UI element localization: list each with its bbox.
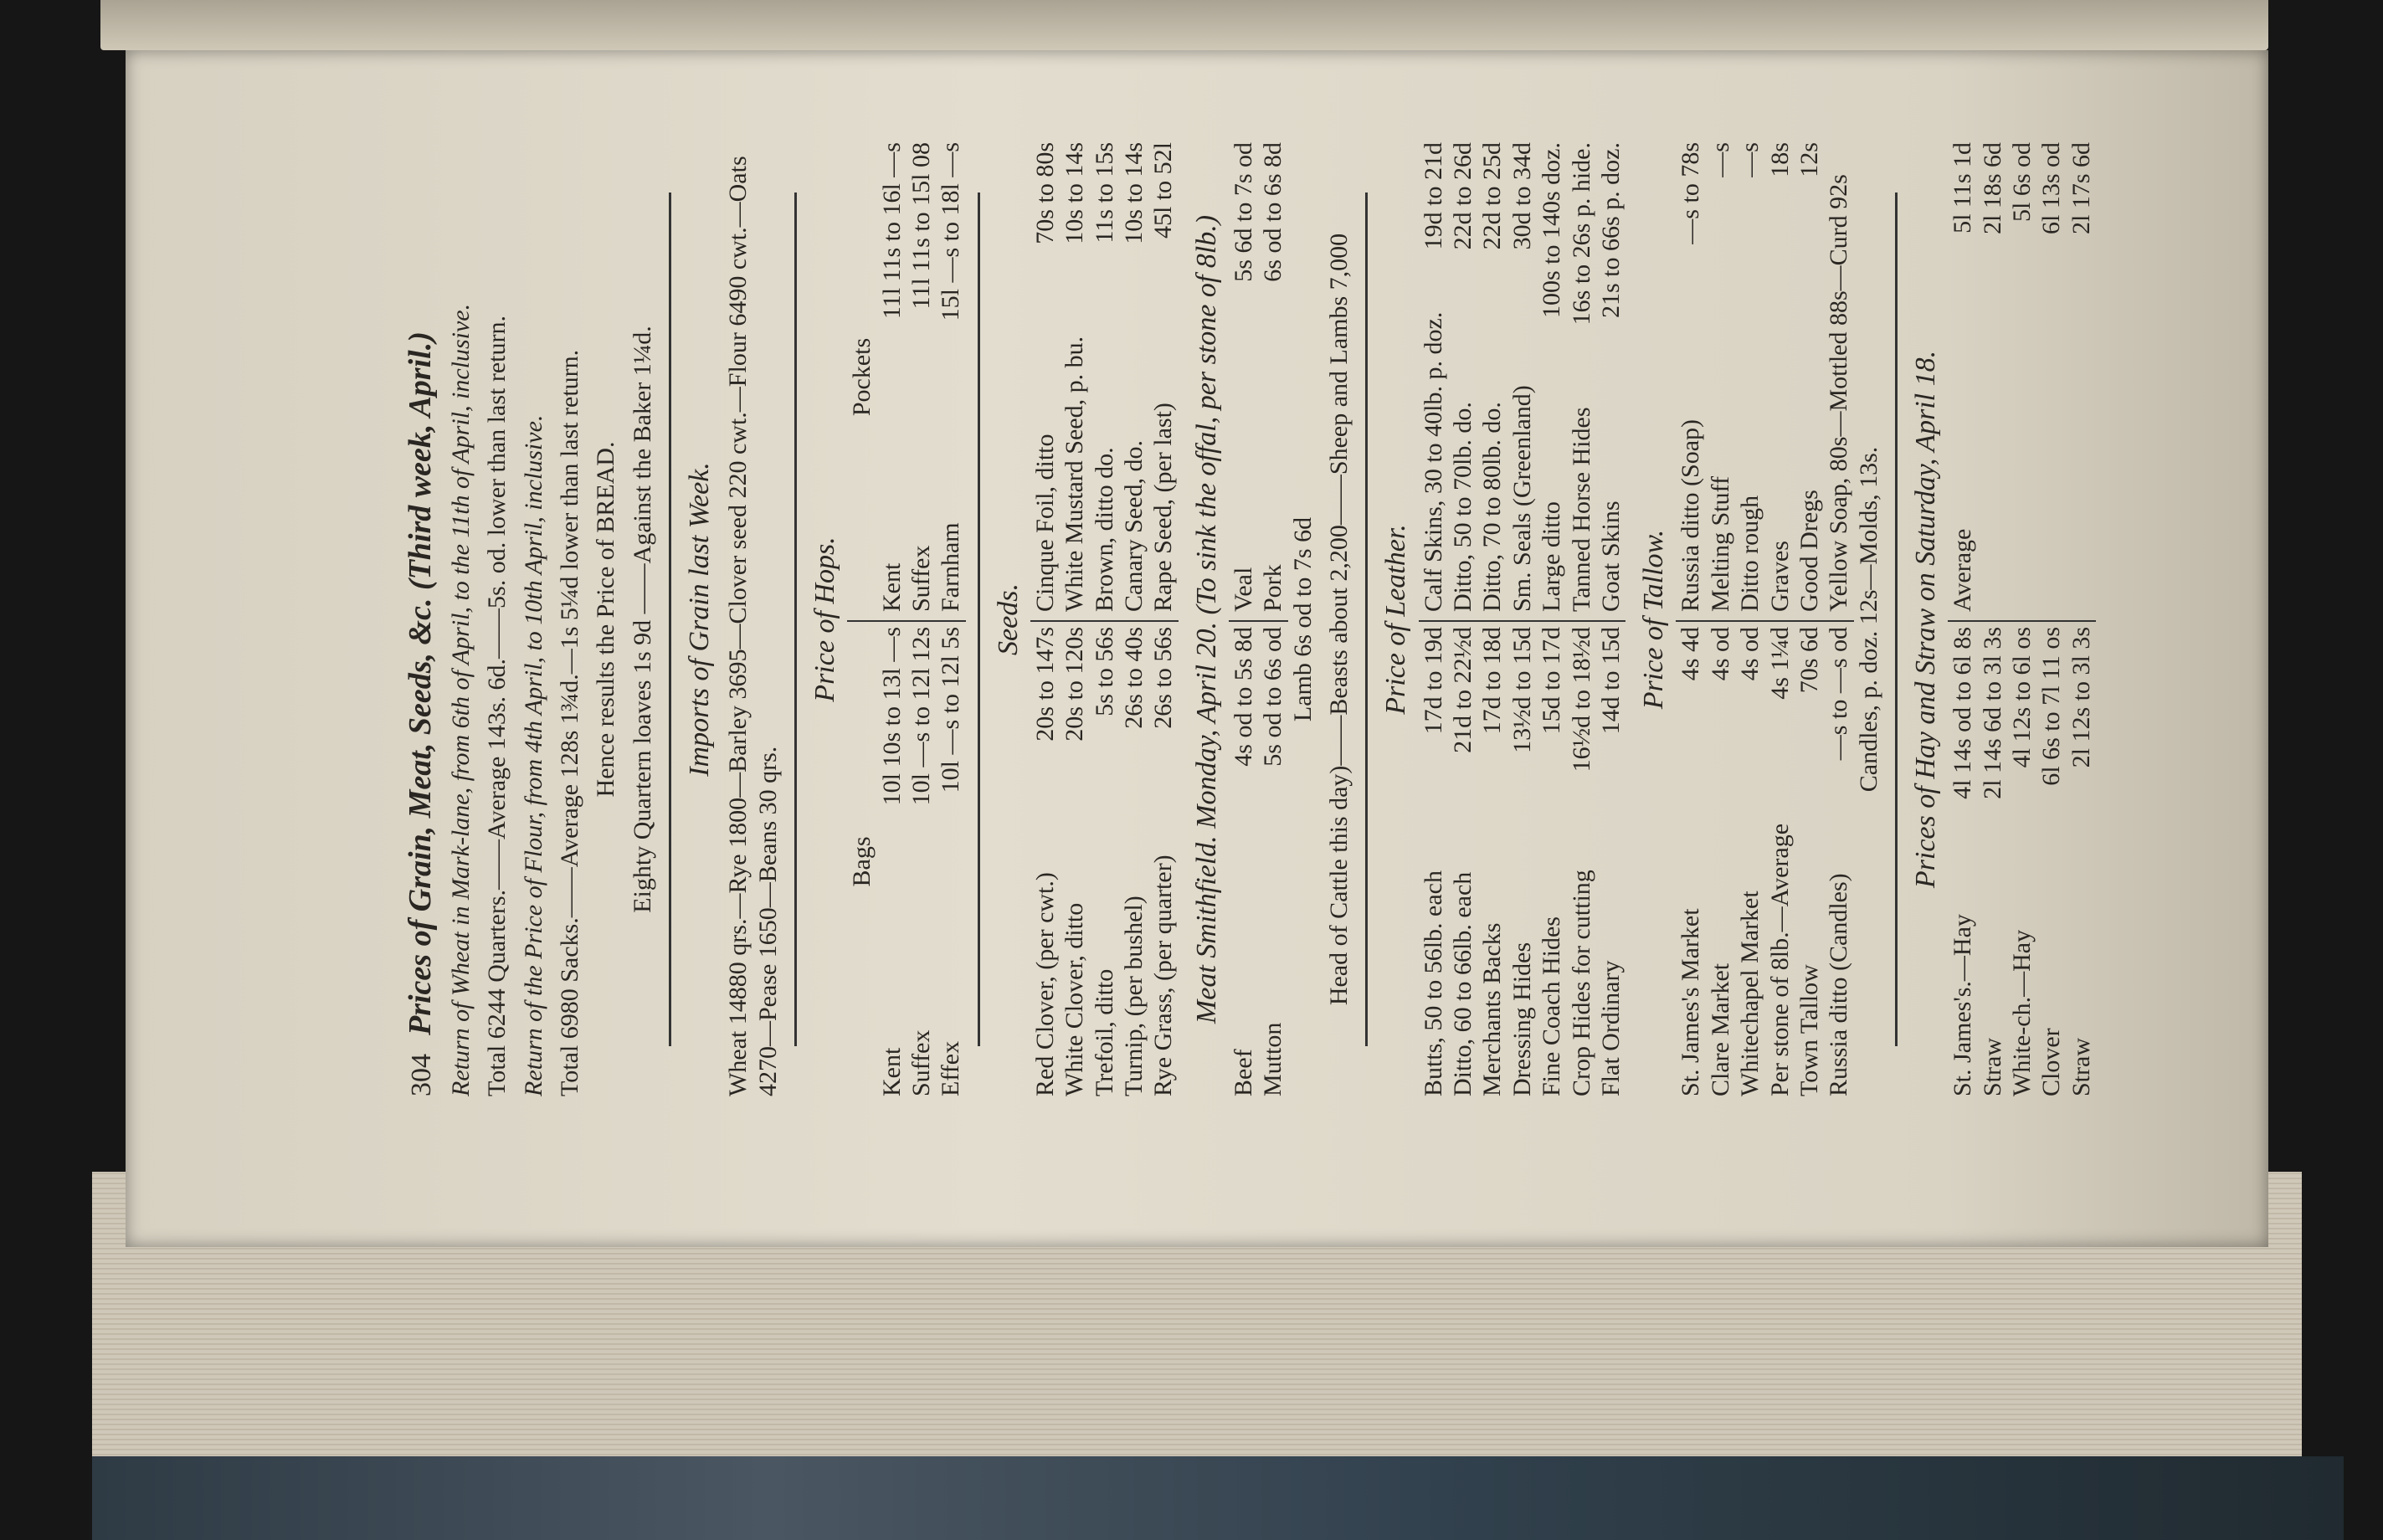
table-row: Brown, ditto do. 11s to 15s [1090, 142, 1118, 612]
table-row: White Clover, ditto 20s to 120s [1061, 627, 1089, 1096]
table-row: Good Dregs 12s [1795, 142, 1823, 612]
page-number: 304 [406, 1054, 437, 1096]
cattle-count: Head of Cattle this day)——Beasts about 2,200——Sheep and Lambs 7,000 [1325, 233, 1353, 1006]
tallow-heading: Price of Tallow. [1638, 529, 1670, 710]
bread-price: Eighty Quartern loaves 1s 9d ——Against the Baker 1¼d. [628, 326, 656, 913]
book-cover-top [100, 0, 2268, 50]
table-row: Trefoil, ditto 5s to 56s [1090, 627, 1118, 1096]
table-row: Whitechapel Market 4s od [1736, 627, 1764, 1096]
wheat-return-heading: Return of Wheat in Mark-lane, from 6th of April, to the 11th of April, inclusive. [446, 303, 475, 1096]
hay-heading: Prices of Hay and Straw on Saturday, April 18. [1910, 350, 1942, 889]
table-row: Melting Stuff —s [1706, 142, 1734, 612]
table-row: Rye Grass, (per quarter) 26s to 56s [1149, 627, 1178, 1096]
table-row: Beef 4s od to 5s 8d [1229, 627, 1257, 1096]
rotated-text-block [402, 142, 2095, 1096]
hops-table [847, 142, 966, 1096]
meat-table [1229, 142, 1288, 1096]
table-row: Turnip, (per bushel) 26s to 40s [1120, 627, 1148, 1096]
table-row: 5l 6s od [2008, 142, 2036, 223]
table-row: Kent 11l 11s to 16l —s [877, 142, 906, 612]
table-row: Clover 6l 6s to 7l 11 os [2037, 627, 2066, 1096]
table-row: Russia ditto (Soap) —s to 78s [1677, 142, 1705, 612]
table-row: 6l 13s od [2037, 142, 2066, 235]
table-row: Rape Seed, (per last) 45l to 52l [1149, 142, 1178, 612]
table-row: Ditto, 60 to 66lb. each 21d to 22½d [1448, 627, 1477, 1096]
marbled-cover [92, 1456, 2344, 1540]
table-row: Yellow Soap, 80s—Mottled 88s—Curd 92s [1825, 174, 1853, 612]
divider [978, 192, 980, 1046]
table-row: Red Clover, (per cwt.) 20s to 147s [1030, 627, 1059, 1096]
table-row: Goat Skins 21s to 66s p. doz. [1596, 142, 1625, 612]
table-row: Clare Market 4s od [1706, 627, 1734, 1096]
table-row: Merchants Backs 17d to 18d [1478, 627, 1507, 1096]
tallow-table [1676, 142, 1853, 1096]
hops-pockets-label: Pockets [848, 337, 876, 417]
table-row: St. James's Market 4s 4d [1677, 627, 1705, 1096]
divider [1895, 192, 1898, 1046]
table-row: Town Tallow 70s 6d [1795, 627, 1823, 1096]
divider [794, 192, 797, 1046]
seeds-table [1030, 142, 1179, 1096]
table-row: Crop Hides for cutting 16½d to 18½d [1567, 627, 1595, 1096]
imports-text: Wheat 14880 qrs.—Rye 1800—Barley 3695—Clover seed 220 cwt.—Flour 6490 cwt.—Oats 4270—Pease 1650—Beans 30 qrs. [724, 156, 782, 1096]
table-row: Graves 18s [1765, 142, 1794, 612]
hops-bags-label: Bags [848, 836, 876, 887]
table-row: Per stone of 8lb.—Average 4s 1¼d [1765, 627, 1794, 1096]
table-row: St. James's.—Hay 4l 14s od to 6l 8s [1949, 627, 1977, 1096]
wheat-total: Total 6244 Quarters.——Average 143s. 6d.——5s. od. lower than last return. [483, 316, 511, 1096]
page-header [402, 142, 439, 1096]
table-row: Kent 10l 10s to 13l —s [877, 627, 906, 1096]
table-row: Russia ditto (Candles) —s to —s od [1825, 627, 1853, 1096]
table-row: Canary Seed, do. 10s to 14s [1120, 142, 1148, 612]
hay-table [1948, 142, 2096, 1096]
leather-table [1419, 142, 1626, 1096]
flour-total: Total 6980 Sacks.——Average 128s 1¾d.—1s 5¼d lower than last return. [556, 349, 583, 1096]
table-row: White-ch.—Hay 4l 12s to 6l os [2008, 627, 2036, 1096]
book-page [126, 50, 2268, 1247]
table-row: Ditto rough —s [1736, 142, 1764, 612]
leather-heading: Price of Leather. [1380, 524, 1412, 715]
seeds-heading: Seeds. [992, 583, 1024, 655]
table-row: Tanned Horse Hides 16s to 26s p. hide. [1567, 142, 1595, 612]
table-row: Flat Ordinary 14d to 15d [1596, 627, 1625, 1096]
divider [669, 192, 671, 1046]
table-row: Ditto, 70 to 80lb. do. 22d to 25d [1478, 142, 1507, 612]
meat-heading: Meat Smithfield. Monday, April 20. (To sink the offal, per stone of 8lb.) [1190, 214, 1222, 1024]
table-row: 2l 17s 6d [2067, 142, 2095, 235]
divider [1365, 192, 1368, 1046]
table-row: Straw 2l 14s 6d to 3l 3s [1978, 627, 2006, 1096]
table-row: Dressing Hides 13½d to 15d [1507, 627, 1536, 1096]
table-row: Veal 5s 6d to 7s od [1229, 142, 1257, 612]
table-row: Pork 6s od to 6s 8d [1259, 142, 1287, 612]
table-row: Effex 10l —s to 12l 5s [937, 627, 965, 1096]
table-row: Calf Skins, 30 to 40lb. p. doz. 19d to 21d [1419, 142, 1447, 612]
table-row: Butts, 50 to 56lb. each 17d to 19d [1419, 627, 1447, 1096]
table-row: Average 5l 11s 1d [1949, 142, 1977, 612]
bread-note: Hence results the Price of BREAD. [592, 441, 620, 798]
flour-heading: Return of the Price of Flour, from 4th April, to 10th April, inclusive. [519, 414, 547, 1096]
imports-heading: Imports of Grain last Week. [684, 462, 716, 777]
page-title: Prices of Grain, Meat, Seeds, &c. (Third week, April.) [403, 331, 438, 1035]
table-row: Mutton 5s od to 6s od [1259, 627, 1287, 1096]
table-row: Suffex 10l —s to 12l 12s [906, 627, 935, 1096]
table-row: Large ditto 100s to 140s doz. [1538, 142, 1566, 612]
table-row: Ditto, 50 to 70lb. do. 22d to 26d [1448, 142, 1477, 612]
lamb-price: Lamb 6s od to 7s 6d [1288, 516, 1317, 722]
table-row: Cinque Foil, ditto 70s to 80s [1030, 142, 1059, 612]
table-row: 2l 18s 6d [1978, 142, 2006, 235]
table-row: Farnham 15l —s to 18l —s [937, 142, 965, 612]
table-row: Suffex 11l 11s to 15l 08 [906, 142, 935, 612]
table-row: Straw 2l 12s to 3l 3s [2067, 627, 2095, 1096]
table-row: Sm. Seals (Greenland) 30d to 34d [1507, 142, 1536, 612]
table-row: White Mustard Seed, p. bu. 10s to 14s [1061, 142, 1089, 612]
table-row: Fine Coach Hides 15d to 17d [1538, 627, 1566, 1096]
candles-price: Candles, p. doz. 12s—Molds, 13s. [1854, 446, 1882, 793]
hops-heading: Price of Hops. [809, 536, 841, 702]
